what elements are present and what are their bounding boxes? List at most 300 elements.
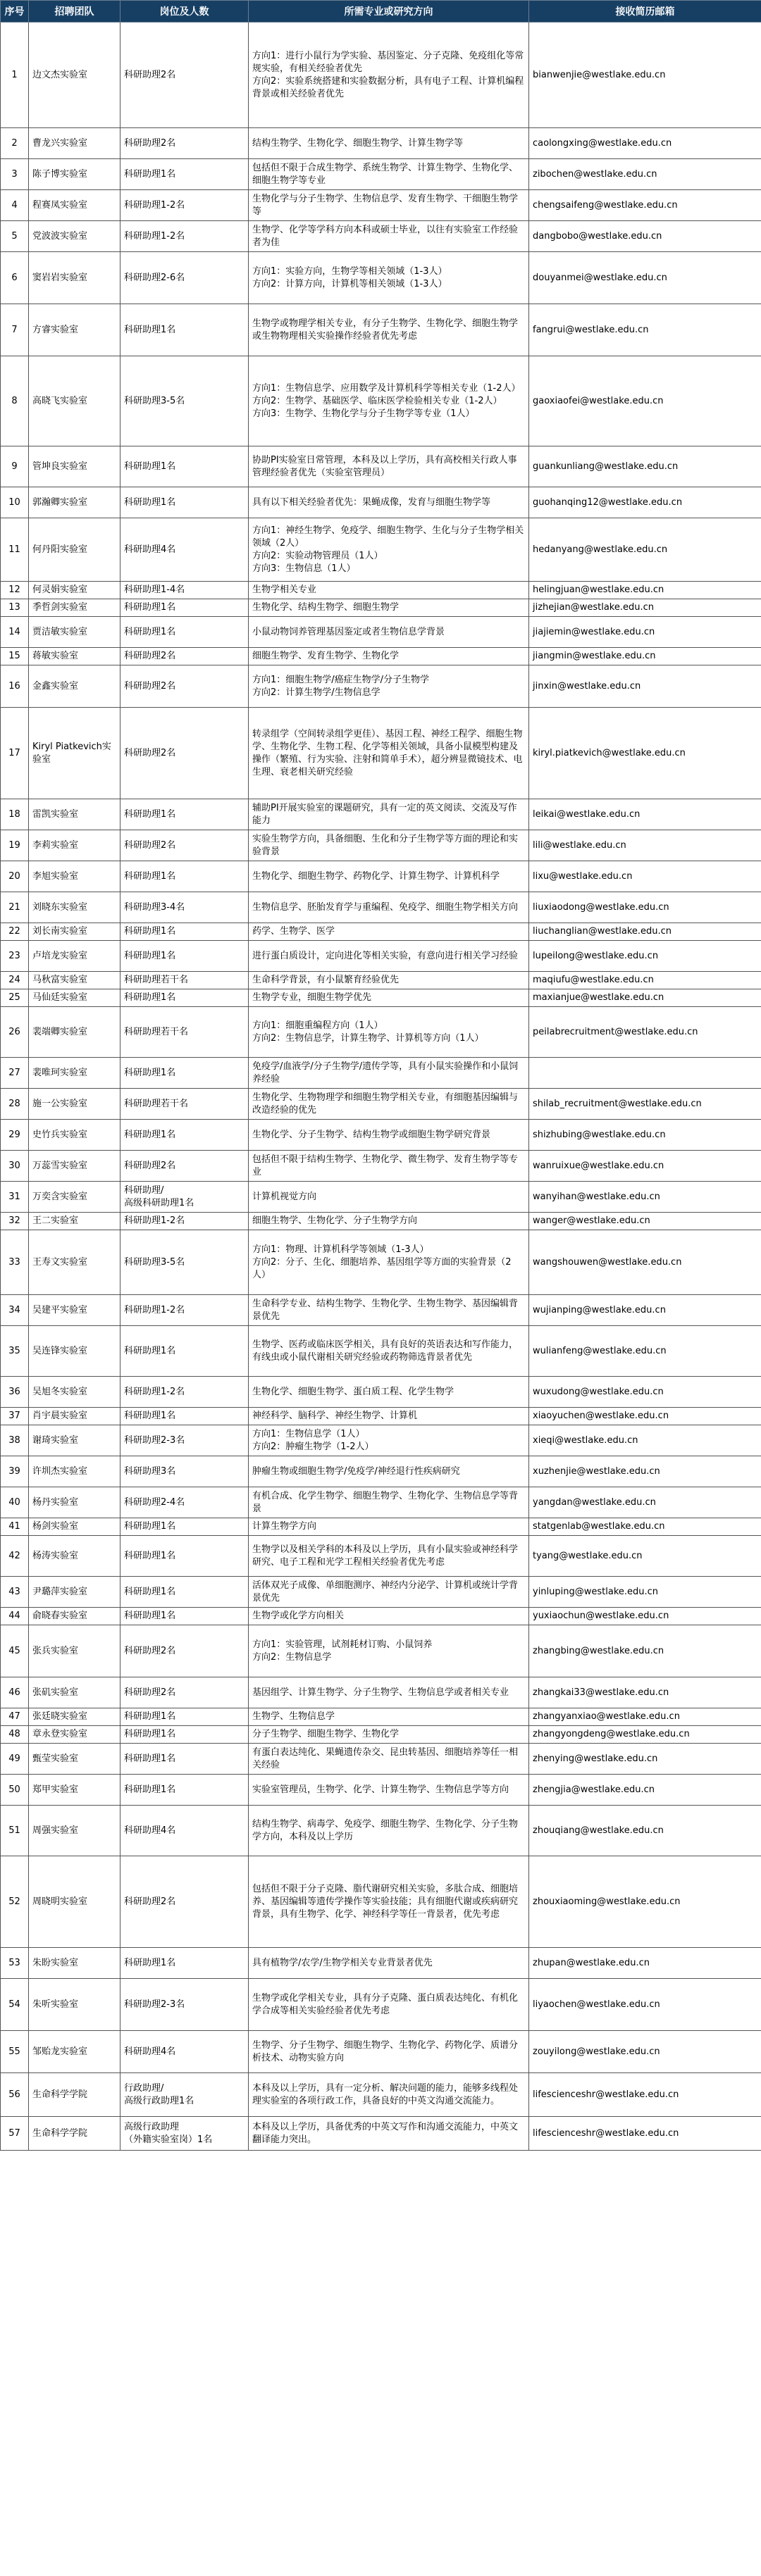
cell-team: 金鑫实验室 (29, 665, 120, 708)
table-row (1, 1708, 761, 1726)
cell-major: 生物学、分子生物学、细胞生物学、生物化学、药物化学、质谱分析技术、动物实验方向 (249, 2031, 529, 2073)
cell-no: 3 (1, 159, 29, 190)
cell-major: 生物信息学、胚胎发育学与重编程、免疫学、细胞生物学相关方向 (249, 892, 529, 923)
cell-email[interactable]: gaoxiaofei@westlake.edu.cn (529, 356, 761, 446)
cell-team: 生命科学学院 (29, 2117, 120, 2151)
cell-team: 肖宇晨实验室 (29, 1408, 120, 1425)
cell-major: 生物学相关专业 (249, 582, 529, 599)
cell-position: 科研助理1名 (120, 304, 249, 356)
cell-major: 基因组学、计算生物学、分子生物学、生物信息学或者相关专业 (249, 1677, 529, 1708)
cell-position: 高级行政助理 （外籍实验室岗）1名 (120, 2117, 249, 2151)
table-row (1, 128, 761, 159)
cell-major: 方向1：进行小鼠行为学实验、基因鉴定、分子克隆、免疫组化等常规实验，有相关经验者优先 方向2：实验系统搭建和实验数据分析，具有电子工程、计算机编程背景或相关经验者优先 (249, 23, 529, 128)
cell-email[interactable]: xiaoyuchen@westlake.edu.cn (529, 1408, 761, 1425)
table-row (1, 1425, 761, 1456)
cell-position: 科研助理1名 (120, 1058, 249, 1089)
table-row (1, 1487, 761, 1518)
cell-email[interactable]: lifescienceshr@westlake.edu.cn (529, 2073, 761, 2117)
cell-major: 细胞生物学、生物化学、分子生物学方向 (249, 1213, 529, 1230)
cell-email[interactable]: wanruixue@westlake.edu.cn (529, 1151, 761, 1182)
cell-no: 57 (1, 2117, 29, 2151)
cell-email[interactable]: guohanqing12@westlake.edu.cn (529, 487, 761, 518)
cell-major: 进行蛋白质设计，定向进化等相关实验，有意向进行相关学习经验 (249, 941, 529, 972)
cell-no: 17 (1, 708, 29, 799)
cell-no: 47 (1, 1708, 29, 1726)
cell-position: 科研助理1名 (120, 861, 249, 892)
cell-team: 施一公实验室 (29, 1089, 120, 1120)
cell-position: 科研助理1-2名 (120, 1295, 249, 1326)
cell-position: 科研助理2名 (120, 1856, 249, 1948)
table-row (1, 159, 761, 190)
cell-team: 杨丹实验室 (29, 1487, 120, 1518)
cell-position: 科研助理1名 (120, 941, 249, 972)
cell-major: 生物学、生物信息学 (249, 1708, 529, 1726)
cell-email[interactable]: wujianping@westlake.edu.cn (529, 1295, 761, 1326)
cell-email[interactable]: kiryl.piatkevich@westlake.edu.cn (529, 708, 761, 799)
table-row (1, 648, 761, 665)
cell-team: 万蕊雪实验室 (29, 1151, 120, 1182)
cell-major: 生物学或化学方向相关 (249, 1608, 529, 1625)
cell-team: 朱听实验室 (29, 1979, 120, 2031)
cell-major: 具有以下相关经验者优先：果蝇成像，发育与细胞生物学等 (249, 487, 529, 518)
table-row (1, 252, 761, 304)
cell-major: 肿瘤生物或细胞生物学/免疫学/神经退行性疾病研究 (249, 1456, 529, 1487)
cell-position: 科研助理1名 (120, 446, 249, 487)
cell-major: 生物学或化学相关专业，具有分子克隆、蛋白质表达纯化、有机化学合成等相关实验经验者优先考虑 (249, 1979, 529, 2031)
cell-email[interactable]: lili@westlake.edu.cn (529, 830, 761, 861)
table-row (1, 1408, 761, 1425)
cell-team: 何灵娟实验室 (29, 582, 120, 599)
table-row (1, 2073, 761, 2117)
table-row (1, 1518, 761, 1536)
cell-no: 2 (1, 128, 29, 159)
table-header-row (1, 1, 761, 23)
cell-team: 俞晓春实验室 (29, 1608, 120, 1625)
cell-position: 科研助理1名 (120, 599, 249, 617)
cell-major: 包括但不限于合成生物学、系统生物学、计算生物学、生物化学、细胞生物学等专业 (249, 159, 529, 190)
table-row (1, 1213, 761, 1230)
cell-major: 计算机视觉方向 (249, 1182, 529, 1213)
cell-position: 科研助理1名 (120, 1120, 249, 1151)
cell-team: 吴连锋实验室 (29, 1326, 120, 1377)
table-row (1, 861, 761, 892)
cell-email[interactable]: liuchanglian@westlake.edu.cn (529, 923, 761, 941)
table-row (1, 1625, 761, 1677)
cell-no: 38 (1, 1425, 29, 1456)
cell-no: 45 (1, 1625, 29, 1677)
cell-no: 46 (1, 1677, 29, 1708)
table-row (1, 1726, 761, 1744)
cell-no: 31 (1, 1182, 29, 1213)
cell-position: 科研助理2名 (120, 1677, 249, 1708)
cell-major: 分子生物学、细胞生物学、生物化学 (249, 1726, 529, 1744)
cell-major: 生物化学与分子生物学、生物信息学、发育生物学、干细胞生物学等 (249, 190, 529, 221)
table-row (1, 2117, 761, 2151)
cell-email[interactable]: shizhubing@westlake.edu.cn (529, 1120, 761, 1151)
cell-no: 56 (1, 2073, 29, 2117)
cell-position: 科研助理2-4名 (120, 1487, 249, 1518)
cell-no: 18 (1, 799, 29, 830)
cell-major: 有蛋白表达纯化、果蝇遗传杂交、昆虫转基因、细胞培养等任一相关经验 (249, 1744, 529, 1775)
cell-position: 科研助理1-2名 (120, 221, 249, 252)
cell-major: 方向1：实验方向，生物学等相关领域（1-3人） 方向2：计算方向，计算机等相关领域（1-3人） (249, 252, 529, 304)
cell-email[interactable]: lupeilong@westlake.edu.cn (529, 941, 761, 972)
cell-no: 1 (1, 23, 29, 128)
cell-team: 方睿实验室 (29, 304, 120, 356)
cell-major: 包括但不限于结构生物学、生物化学、微生物学、发育生物学等专业 (249, 1151, 529, 1182)
cell-position: 科研助理1-4名 (120, 582, 249, 599)
cell-major: 有机合成、化学生物学、细胞生物学、生物化学、生物信息学等背景 (249, 1487, 529, 1518)
cell-major: 生物化学、细胞生物学、药物化学、计算生物学、计算机科学 (249, 861, 529, 892)
cell-email[interactable]: wanger@westlake.edu.cn (529, 1213, 761, 1230)
cell-team: 季哲剑实验室 (29, 599, 120, 617)
cell-major: 小鼠动物饲养管理基因鉴定或者生物信息学背景 (249, 617, 529, 648)
cell-no: 33 (1, 1230, 29, 1295)
cell-position: 科研助理2名 (120, 1151, 249, 1182)
cell-no: 20 (1, 861, 29, 892)
cell-email[interactable]: statgenlab@westlake.edu.cn (529, 1518, 761, 1536)
cell-position: 科研助理2名 (120, 665, 249, 708)
cell-position: 科研助理1名 (120, 1608, 249, 1625)
cell-email[interactable]: maxianjue@westlake.edu.cn (529, 989, 761, 1007)
cell-email[interactable]: lifescienceshr@westlake.edu.cn (529, 2117, 761, 2151)
cell-email[interactable]: bianwenjie@westlake.edu.cn (529, 23, 761, 128)
table-row (1, 617, 761, 648)
table-row (1, 599, 761, 617)
table-row (1, 1536, 761, 1577)
cell-email[interactable]: xieqi@westlake.edu.cn (529, 1425, 761, 1456)
cell-position: 科研助理4名 (120, 1806, 249, 1856)
cell-email[interactable]: lixu@westlake.edu.cn (529, 861, 761, 892)
cell-email[interactable]: yangdan@westlake.edu.cn (529, 1487, 761, 1518)
table-row (1, 190, 761, 221)
cell-no: 44 (1, 1608, 29, 1625)
cell-email[interactable]: jiajiemin@westlake.edu.cn (529, 617, 761, 648)
table-row (1, 356, 761, 446)
cell-email[interactable]: dangbobo@westlake.edu.cn (529, 221, 761, 252)
cell-position: 科研助理/ 高级科研助理1名 (120, 1182, 249, 1213)
cell-major: 生物学专业，细胞生物学优先 (249, 989, 529, 1007)
cell-position: 科研助理3-5名 (120, 356, 249, 446)
cell-team: 卢培龙实验室 (29, 941, 120, 972)
cell-no: 42 (1, 1536, 29, 1577)
cell-major: 生物化学、生物物理学和细胞生物学相关专业，有细胞基因编辑与改造经验的优先 (249, 1089, 529, 1120)
cell-position: 科研助理3-4名 (120, 892, 249, 923)
cell-no: 40 (1, 1487, 29, 1518)
cell-team: 周强实验室 (29, 1806, 120, 1856)
cell-major: 方向1：物理、计算机科学等领域（1-3人） 方向2：分子、生化、细胞培养、基因组学等方面的实验背景（2人） (249, 1230, 529, 1295)
table-row (1, 446, 761, 487)
cell-team: 杨涛实验室 (29, 1536, 120, 1577)
cell-team: 郑甲实验室 (29, 1775, 120, 1806)
cell-major: 生命科学背景，有小鼠繁育经验优先 (249, 972, 529, 989)
cell-no: 28 (1, 1089, 29, 1120)
cell-position: 科研助理1名 (120, 487, 249, 518)
cell-position: 科研助理若干名 (120, 1089, 249, 1120)
cell-no: 13 (1, 599, 29, 617)
cell-email[interactable]: wulianfeng@westlake.edu.cn (529, 1326, 761, 1377)
cell-position: 科研助理1名 (120, 1536, 249, 1577)
cell-major: 细胞生物学、发育生物学、生物化学 (249, 648, 529, 665)
cell-email[interactable]: wangshouwen@westlake.edu.cn (529, 1230, 761, 1295)
table-row (1, 1120, 761, 1151)
cell-team: 张矶实验室 (29, 1677, 120, 1708)
header-position: 岗位及人数 (120, 1, 249, 23)
cell-no: 24 (1, 972, 29, 989)
cell-no: 34 (1, 1295, 29, 1326)
cell-position: 科研助理4名 (120, 2031, 249, 2073)
cell-email[interactable]: xuzhenjie@westlake.edu.cn (529, 1456, 761, 1487)
table-row (1, 1577, 761, 1608)
cell-team: 周晓明实验室 (29, 1856, 120, 1948)
table-row (1, 989, 761, 1007)
cell-no: 35 (1, 1326, 29, 1377)
cell-email[interactable]: zhangyongdeng@westlake.edu.cn (529, 1726, 761, 1744)
cell-no: 39 (1, 1456, 29, 1487)
table-row (1, 1775, 761, 1806)
cell-no: 49 (1, 1744, 29, 1775)
cell-no: 52 (1, 1856, 29, 1948)
cell-no: 55 (1, 2031, 29, 2073)
cell-team: 曹龙兴实验室 (29, 128, 120, 159)
cell-no: 15 (1, 648, 29, 665)
cell-no: 14 (1, 617, 29, 648)
cell-major: 转录组学（空间转录组学更佳）、基因工程、神经工程学、细胞生物学、生物化学、生物工程、化学等相关领域，具备小鼠模型构建及操作（繁殖、行为实验、注射和简单手术），超分辨显微镜技术、电生理、衰老相关研究经验 (249, 708, 529, 799)
cell-email[interactable]: zhenying@westlake.edu.cn (529, 1744, 761, 1775)
table-row (1, 304, 761, 356)
table-row (1, 1182, 761, 1213)
cell-no: 11 (1, 518, 29, 582)
cell-position: 科研助理1名 (120, 989, 249, 1007)
cell-email[interactable]: zibochen@westlake.edu.cn (529, 159, 761, 190)
cell-team: 章永登实验室 (29, 1726, 120, 1744)
cell-email[interactable]: yinluping@westlake.edu.cn (529, 1577, 761, 1608)
cell-email[interactable]: hedanyang@westlake.edu.cn (529, 518, 761, 582)
cell-team: 吴旭冬实验室 (29, 1377, 120, 1408)
cell-position: 科研助理1名 (120, 1948, 249, 1979)
cell-email[interactable] (529, 1058, 761, 1089)
cell-major: 包括但不限于分子克隆、脂代谢研究相关实验，多肽合成、细胞培养、基因编辑等遗传学操作等实验技能；具有细胞代谢或疾病研究背景，具有生物学、化学、神经科学等任一背景者，优先考虑 (249, 1856, 529, 1948)
table-row (1, 221, 761, 252)
cell-email[interactable]: peilabrecruitment@westlake.edu.cn (529, 1007, 761, 1058)
table-row (1, 1456, 761, 1487)
cell-email[interactable]: zhouxiaoming@westlake.edu.cn (529, 1856, 761, 1948)
cell-team: 刘长南实验室 (29, 923, 120, 941)
table-row (1, 23, 761, 128)
cell-email[interactable]: helingjuan@westlake.edu.cn (529, 582, 761, 599)
cell-no: 27 (1, 1058, 29, 1089)
cell-no: 12 (1, 582, 29, 599)
cell-major: 辅助PI开展实验室的课题研究，具有一定的英文阅读、交流及写作能力 (249, 799, 529, 830)
cell-no: 41 (1, 1518, 29, 1536)
cell-team: 马秋富实验室 (29, 972, 120, 989)
cell-email[interactable]: maqiufu@westlake.edu.cn (529, 972, 761, 989)
cell-team: 马仙廷实验室 (29, 989, 120, 1007)
cell-major: 实验生物学方向，具备细胞、生化和分子生物学等方面的理论和实验背景 (249, 830, 529, 861)
cell-major: 药学、生物学、医学 (249, 923, 529, 941)
cell-email[interactable]: wanyihan@westlake.edu.cn (529, 1182, 761, 1213)
cell-team: 窦岩岩实验室 (29, 252, 120, 304)
cell-team: 张兵实验室 (29, 1625, 120, 1677)
table-row (1, 582, 761, 599)
table-row (1, 487, 761, 518)
table-row (1, 665, 761, 708)
cell-no: 43 (1, 1577, 29, 1608)
cell-team: 许圳杰实验室 (29, 1456, 120, 1487)
cell-email[interactable]: zhangbing@westlake.edu.cn (529, 1625, 761, 1677)
cell-major: 方向1：生物信息学（1人） 方向2：肿瘤生物学（1-2人） (249, 1425, 529, 1456)
cell-no: 37 (1, 1408, 29, 1425)
cell-email[interactable]: zhangkai33@westlake.edu.cn (529, 1677, 761, 1708)
cell-team: 张廷晓实验室 (29, 1708, 120, 1726)
header-no: 序号 (1, 1, 29, 23)
cell-no: 29 (1, 1120, 29, 1151)
cell-team: 蒋敏实验室 (29, 648, 120, 665)
cell-no: 23 (1, 941, 29, 972)
cell-no: 22 (1, 923, 29, 941)
cell-team: 边文杰实验室 (29, 23, 120, 128)
cell-email[interactable]: zhupan@westlake.edu.cn (529, 1948, 761, 1979)
cell-team: Kiryl Piatkevich实验室 (29, 708, 120, 799)
cell-email[interactable]: yuxiaochun@westlake.edu.cn (529, 1608, 761, 1625)
cell-major: 方向1：生物信息学、应用数学及计算机科学等相关专业（1-2人） 方向2：生物学、基础医学、临床医学检验相关专业（1-2人） 方向3：生物学、生物化学与分子生物学等专业（1人） (249, 356, 529, 446)
cell-major: 方向1：神经生物学、免疫学、细胞生物学、生化与分子生物学相关领域（2人） 方向2：实验动物管理员（1人） 方向3：生物信息（1人） (249, 518, 529, 582)
cell-team: 李旭实验室 (29, 861, 120, 892)
cell-no: 8 (1, 356, 29, 446)
cell-position: 科研助理2名 (120, 648, 249, 665)
table-row (1, 1089, 761, 1120)
cell-position: 科研助理2名 (120, 830, 249, 861)
table-row (1, 941, 761, 972)
cell-email[interactable]: jizhejian@westlake.edu.cn (529, 599, 761, 617)
cell-major: 方向1：细胞重编程方向（1人） 方向2：生物信息学，计算生物学、计算机等方向（1人） (249, 1007, 529, 1058)
cell-major: 生物化学、细胞生物学、蛋白质工程、化学生物学 (249, 1377, 529, 1408)
cell-major: 生物学、化学等学科方向本科或硕士毕业，以往有实验室工作经验者为佳 (249, 221, 529, 252)
table-row (1, 1744, 761, 1775)
cell-major: 实验室管理员，生物学、化学、计算生物学、生物信息学等方向 (249, 1775, 529, 1806)
cell-position: 科研助理1名 (120, 923, 249, 941)
cell-email[interactable]: guankunliang@westlake.edu.cn (529, 446, 761, 487)
cell-email[interactable]: jiangmin@westlake.edu.cn (529, 648, 761, 665)
cell-no: 10 (1, 487, 29, 518)
table-row (1, 1295, 761, 1326)
cell-major: 方向1：实验管理，试剂耗材订购、小鼠饲养 方向2：生物信息学 (249, 1625, 529, 1677)
cell-email[interactable]: wuxudong@westlake.edu.cn (529, 1377, 761, 1408)
cell-team: 李莉实验室 (29, 830, 120, 861)
cell-team: 尹璐萍实验室 (29, 1577, 120, 1608)
cell-no: 6 (1, 252, 29, 304)
cell-position: 科研助理2-3名 (120, 1979, 249, 2031)
cell-position: 科研助理若干名 (120, 972, 249, 989)
cell-position: 科研助理4名 (120, 518, 249, 582)
cell-position: 科研助理1名 (120, 1708, 249, 1726)
cell-team: 邹贻龙实验室 (29, 2031, 120, 2073)
cell-no: 48 (1, 1726, 29, 1744)
cell-email[interactable]: douyanmei@westlake.edu.cn (529, 252, 761, 304)
table-row (1, 1979, 761, 2031)
cell-email[interactable]: shilab_recruitment@westlake.edu.cn (529, 1089, 761, 1120)
cell-major: 方向1：细胞生物学/癌症生物学/分子生物学 方向2：计算生物学/生物信息学 (249, 665, 529, 708)
table-row (1, 972, 761, 989)
cell-team: 陈子博实验室 (29, 159, 120, 190)
table-row (1, 2031, 761, 2073)
cell-email[interactable]: zhangyanxiao@westlake.edu.cn (529, 1708, 761, 1726)
cell-major: 具有植物学/农学/生物学相关专业背景者优先 (249, 1948, 529, 1979)
cell-no: 19 (1, 830, 29, 861)
cell-position: 科研助理1名 (120, 1326, 249, 1377)
cell-email[interactable]: tyang@westlake.edu.cn (529, 1536, 761, 1577)
header-team: 招聘团队 (29, 1, 120, 23)
cell-no: 54 (1, 1979, 29, 2031)
cell-position: 科研助理2名 (120, 1625, 249, 1677)
cell-no: 32 (1, 1213, 29, 1230)
cell-major: 生物学或物理学相关专业，有分子生物学、生物化学、细胞生物学或生物物理相关实验操作经验者优先考虑 (249, 304, 529, 356)
cell-no: 7 (1, 304, 29, 356)
cell-major: 生命科学专业、结构生物学、生物化学、生物生物学、基因编辑背景优先 (249, 1295, 529, 1326)
cell-major: 生物化学、结构生物学、细胞生物学 (249, 599, 529, 617)
table-row (1, 1326, 761, 1377)
table-row (1, 892, 761, 923)
cell-team: 管坤良实验室 (29, 446, 120, 487)
cell-no: 16 (1, 665, 29, 708)
table-row (1, 1230, 761, 1295)
cell-major: 结构生物学、生物化学、细胞生物学、计算生物学等 (249, 128, 529, 159)
cell-major: 生物化学、分子生物学、结构生物学或细胞生物学研究背景 (249, 1120, 529, 1151)
cell-major: 协助PI实验室日常管理，本科及以上学历，具有高校相关行政人事管理经验者优先（实验室管理员） (249, 446, 529, 487)
cell-position: 科研助理1名 (120, 1744, 249, 1775)
table-row (1, 1377, 761, 1408)
cell-email[interactable]: liyaochen@westlake.edu.cn (529, 1979, 761, 2031)
cell-position: 科研助理2名 (120, 23, 249, 128)
cell-position: 科研助理3名 (120, 1456, 249, 1487)
cell-team: 裴端卿实验室 (29, 1007, 120, 1058)
cell-major: 免疫学/血液学/分子生物学/遗传学等，具有小鼠实验操作和小鼠饲养经验 (249, 1058, 529, 1089)
cell-position: 科研助理1名 (120, 1408, 249, 1425)
cell-email[interactable]: zouyilong@westlake.edu.cn (529, 2031, 761, 2073)
cell-major: 计算生物学方向 (249, 1518, 529, 1536)
cell-email[interactable]: leikai@westlake.edu.cn (529, 799, 761, 830)
table-row (1, 1806, 761, 1856)
table-row (1, 1608, 761, 1625)
cell-email[interactable]: zhengjia@westlake.edu.cn (529, 1775, 761, 1806)
cell-team: 生命科学学院 (29, 2073, 120, 2117)
cell-major: 本科及以上学历，具备优秀的中英文写作和沟通交流能力，中英文翻译能力突出。 (249, 2117, 529, 2151)
cell-position: 科研助理1名 (120, 1577, 249, 1608)
cell-position: 科研助理1名 (120, 617, 249, 648)
cell-email[interactable]: chengsaifeng@westlake.edu.cn (529, 190, 761, 221)
cell-position: 科研助理2名 (120, 128, 249, 159)
cell-team: 高晓飞实验室 (29, 356, 120, 446)
cell-team: 党波波实验室 (29, 221, 120, 252)
cell-no: 26 (1, 1007, 29, 1058)
cell-no: 25 (1, 989, 29, 1007)
cell-email[interactable]: zhouqiang@westlake.edu.cn (529, 1806, 761, 1856)
cell-major: 本科及以上学历，具有一定分析、解决问题的能力，能够多线程处理实验室的各项行政工作，具备良好的中英文沟通交流能力。 (249, 2073, 529, 2117)
cell-position: 科研助理1-2名 (120, 1377, 249, 1408)
cell-no: 21 (1, 892, 29, 923)
cell-no: 53 (1, 1948, 29, 1979)
cell-team: 郭瀚卿实验室 (29, 487, 120, 518)
cell-email[interactable]: caolongxing@westlake.edu.cn (529, 128, 761, 159)
cell-position: 科研助理3-5名 (120, 1230, 249, 1295)
cell-position: 科研助理1名 (120, 159, 249, 190)
cell-team: 王二实验室 (29, 1213, 120, 1230)
cell-email[interactable]: jinxin@westlake.edu.cn (529, 665, 761, 708)
cell-email[interactable]: liuxiaodong@westlake.edu.cn (529, 892, 761, 923)
cell-team: 吴建平实验室 (29, 1295, 120, 1326)
cell-team: 程赛凤实验室 (29, 190, 120, 221)
cell-email[interactable]: fangrui@westlake.edu.cn (529, 304, 761, 356)
